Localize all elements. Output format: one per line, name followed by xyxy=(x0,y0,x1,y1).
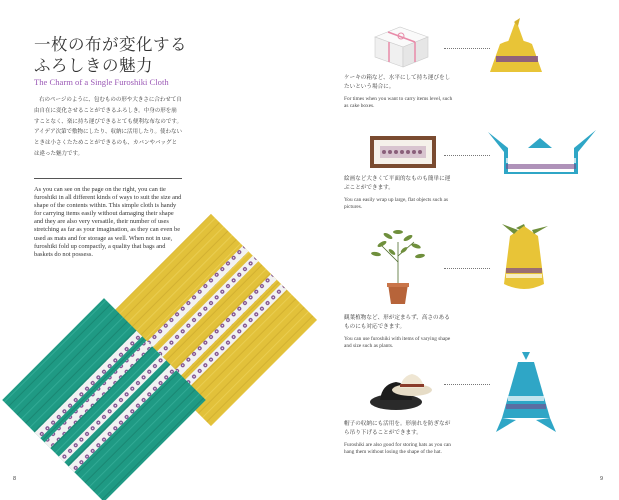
body-text-jp: 右のページのように、包むものの形や大きさに合わせて自由自在に変化させることができるふろしき。中身の形を崩すことなく、楽に持ち運びできるとても便利な布なのです。アイデア次第で敷物にしたり、収納に活用したり。使わないときは小さくたためことができるのも、カバンやバッグとは違った魅力です。 xyxy=(34,97,183,157)
wrapped-box-yellow-icon xyxy=(486,16,546,76)
page-number-right: 9 xyxy=(600,476,604,482)
caption-en-2: You can easily wrap up large, flat objects such as pictures. xyxy=(344,197,449,210)
wrapped-hat-blue-icon xyxy=(496,352,556,432)
wrapped-picture-blue-icon xyxy=(488,118,598,178)
page-number-left: 8 xyxy=(13,476,17,482)
caption-jp-4: 帽子の収納にも活用を。形崩れを防ぎながら吊り下げることができます。 xyxy=(344,421,451,436)
hats-icon xyxy=(366,366,446,416)
connector-dots xyxy=(444,384,490,385)
body-text-en: As you can see on the page on the right, you can tie furoshiki in all different kinds of ways to suit the size and shape of the contents within. This simple cloth is handy for carrying items easily without damaging their shape and they are also very versatile, their number of uses stretching as far as your imagination, as they can even be used as mats and for storage as well. When not in use, furoshiki fold up compactly, a quality that bags and baskets do not possess. xyxy=(34,186,182,258)
framed-picture-icon xyxy=(368,132,438,172)
page-title-en: The Charm of a Single Furoshiki Cloth xyxy=(34,77,169,87)
connector-dots xyxy=(444,155,490,156)
connector-dots xyxy=(444,268,490,269)
potted-plant-icon xyxy=(368,222,428,312)
cake-box-icon xyxy=(370,22,430,72)
caption-jp-2: 絵画など大きくて平面的なものも簡単に運ぶことができます。 xyxy=(344,176,451,191)
connector-dots xyxy=(444,48,490,49)
wrapped-plant-yellow-icon xyxy=(494,224,554,304)
caption-jp-3: 観葉植物など、形が定まらず、高さのあるものにも対応できます。 xyxy=(344,315,450,330)
caption-en-1: For times when you want to carry items level, such as cake boxes. xyxy=(344,96,453,109)
caption-en-3: You can use furoshiki with items of varying shape and size such as plants. xyxy=(344,336,451,349)
caption-en-4: Furoshiki are also good for storing hats as you can hang them without losing the shape of the hat. xyxy=(344,442,451,455)
page-title-jp: 一枚の布が変化する ふろしきの魅力 xyxy=(34,35,187,75)
caption-jp-1: ケーキの箱など、水平にして持ち運びをしたいという場合に。 xyxy=(344,75,451,90)
